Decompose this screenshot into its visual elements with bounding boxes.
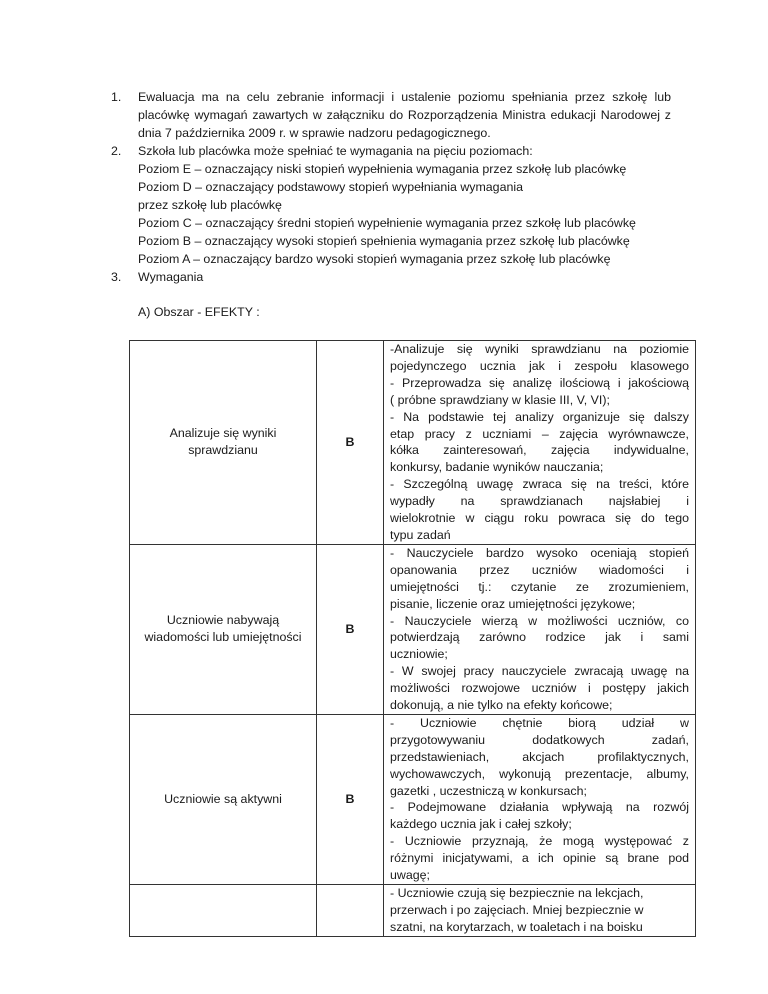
description-line: przerwach i po zajęciach. Mniej bezpiecznie w [390,902,644,917]
description-line: przedstawieniach, akcjach profilaktycznych, [390,749,689,764]
list-item-text: Ewaluacja ma na celu zebranie informacji i ustalenie poziomu spełniania przez szkołę lub placówkę wymagań zawartych w załączniku do Rozporządzenia Ministra edukacji Narodowej z dnia 7 października 2009 r. w sprawie nadzoru pedagogicznego. [138,90,671,140]
description-line: potwierdzają zarówno rodzice jak i sami [390,630,689,645]
level-c: Poziom C – oznaczający średni stopień wypełnienie wymagania przez szkołę lub placówkę [138,216,636,230]
requirement-text: Uczniowie są aktywni [164,791,282,806]
requirement-cell [130,544,317,714]
description-line: opanowania przez uczniów wiadomości i [390,562,689,577]
list-item-text: Szkoła lub placówka może spełniać te wymagania na pięciu poziomach: [138,144,533,158]
table-row [130,714,696,884]
requirement-text: Uczniowie nabywają [166,613,280,628]
description-line: możliwości rozwojowe uczniów i postępy jakich [390,681,689,696]
description-line: uwagę; [390,868,430,883]
numbered-list [111,88,671,286]
requirement-cell [130,341,317,545]
requirement-text: Analizuje się wyniki [169,426,277,441]
description-line: - W swojej pracy nauczyciele zwracają uwagę na [390,664,689,679]
description-line: - Podejmowane działania wpływają na rozwój [390,800,689,815]
description-line: konkursy, badanie wyników nauczania; [390,460,604,475]
description-line: etap pracy z uczniami – zajęcia wyrównawcze, [390,426,689,441]
level-a: Poziom A – oznaczający bardzo wysoki stopień wymagania przez szkołę lub placówkę [138,252,611,266]
level-cell [317,885,384,937]
description-line: typu zadań [390,527,451,542]
requirement-text: wiadomości lub umiejętności [144,630,302,645]
table-row [130,341,696,545]
level-d: Poziom D – oznaczający podstawowy stopień wypełniania wymagania przez szkołę lub placówkę [138,180,523,212]
description-line: uczniowie; [390,647,448,662]
description-line: różnymi inicjatywami, a ich opinie są brane pod [390,851,689,866]
description-line: -Analizuje się wyniki sprawdzianu na poziomie [390,342,689,356]
section-title: A) Obszar - EFEKTY : [138,305,260,319]
requirement-text: sprawdzianu [188,443,258,458]
description-line: dokonują, a nie tylko na efekty końcowe; [390,698,613,713]
description-line: kółka zainteresowań, zajęcia indywidualne, [390,443,689,458]
description-line: - Nauczyciele wierzą w możliwości uczniów, co [390,613,689,628]
level-cell: B [317,341,384,545]
description-line: wypadły na sprawdzianach najsłabiej i [390,494,689,509]
description-line: przygotowywaniu dodatkowych zadań, [390,732,689,747]
table-row [130,885,696,937]
description-line: szatni, na korytarzach, w toaletach i na boisku [390,919,643,934]
level-b: Poziom B – oznaczający wysoki stopień spełnienia wymagania przez szkołę lub placówkę [138,234,630,248]
description-line: - Uczniowie przyznają, że mogą występować z [390,834,689,849]
table-row [130,544,696,714]
description-cell [384,544,696,714]
requirements-table [129,340,696,937]
list-number: 1. [111,90,122,104]
description-line: każdego ucznia jak i całej szkoły; [390,817,572,832]
requirement-cell [130,714,317,884]
level-cell: B [317,544,384,714]
level-cell: B [317,714,384,884]
description-line: gazetki , uczestniczą w konkursach; [390,783,587,798]
description-line: - Uczniowie chętnie biorą udział w [390,715,689,730]
description-line: - Na podstawie tej analizy organizuje się dalszy [390,409,689,424]
description-line: - Nauczyciele bardzo wysoko oceniają stopień [390,545,689,560]
description-line: wychowawczych, wykonują prezentacje, albumy, [390,766,689,781]
description-cell [384,885,696,937]
description-line: pojedynczego ucznia jak i zespołu klasowego [390,358,689,373]
description-cell [384,341,696,545]
description-line: wielokrotnie w ciągu roku powraca się do tego [390,511,689,526]
list-item-text: Wymagania [138,270,204,284]
description-line: - Przeprowadza się analizę ilościową i jakościową [390,375,689,390]
list-item-3 [111,268,671,286]
list-item-2 [111,142,671,268]
requirement-cell [130,885,317,937]
description-line: - Uczniowie czują się bezpiecznie na lekcjach, [390,886,644,900]
list-number: 3. [111,270,122,284]
description-line: umiejętności tj.: czytanie ze zrozumieniem, [390,579,689,594]
list-number: 2. [111,144,122,158]
level-e: Poziom E – oznaczający niski stopień wypełnienia wymagania przez szkołę lub placówkę [138,162,627,176]
list-item-1 [111,88,671,142]
description-line: pisanie, liczenie oraz umiejętności językowe; [390,596,636,611]
description-cell [384,714,696,884]
description-line: ( próbne sprawdziany w klasie III, V, VI); [390,392,610,407]
description-line: - Szczególną uwagę zwraca się na treści, które [390,477,689,492]
